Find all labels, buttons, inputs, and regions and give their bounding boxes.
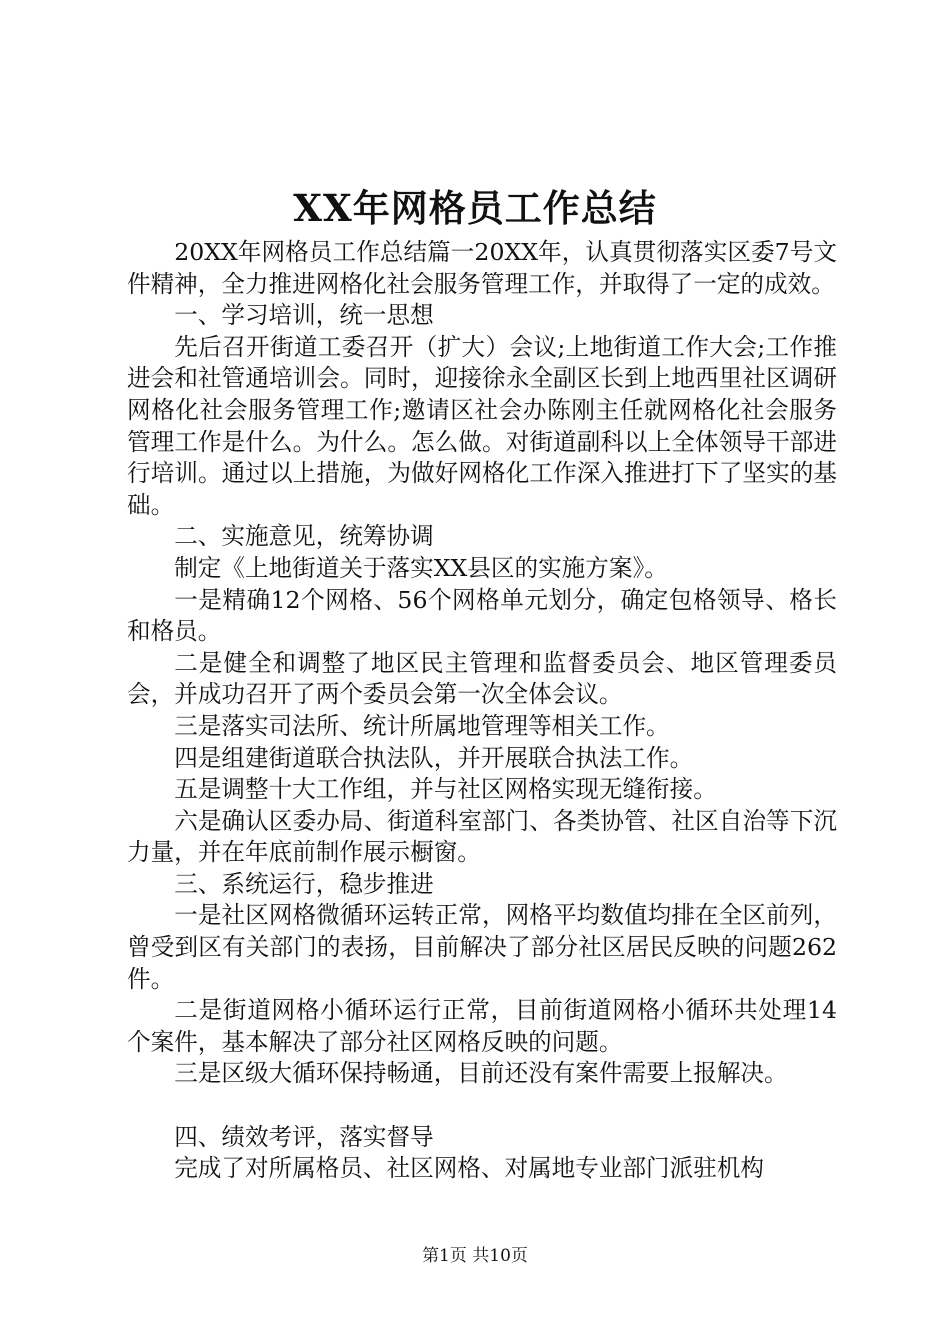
paragraph: 完成了对所属格员、社区网格、对属地专业部门派驻机构 xyxy=(174,1154,765,1183)
paragraph: 先后召开街道工委召开（扩大）会议;上地街道工作大会;工作推进会和社管通培训会。同时，迎接徐永全副区长到上地西里社区调研网格化社会服务管理工作;邀请区社会办陈刚主任就网格化社会服务管理工作是什么。为什么。怎么做。对街道副科以上全体领导干部进行培训。通过以上措施，为做好网格化工作深入推进打下了坚实的基础。 xyxy=(127,332,837,519)
paragraph: 20XX年网格员工作总结篇一20XX年，认真贯彻落实区委7号文件精神，全力推进网格化社会服务管理工作，并取得了一定的成效。 xyxy=(127,238,837,298)
paragraph: 三是区级大循环保持畅通，目前还没有案件需要上报解决。 xyxy=(174,1059,788,1088)
paragraph: 制定《上地街道关于落实XX县区的实施方案》。 xyxy=(174,553,668,582)
paragraph: 一是精确12个网格、56个网格单元划分，确定包格领导、格长和格员。 xyxy=(127,585,837,646)
paragraph: 二是健全和调整了地区民主管理和监督委员会、地区管理委员会，并成功召开了两个委员会第一次全体会议。 xyxy=(127,648,837,709)
section-heading: 四、绩效考评，落实督导 xyxy=(174,1122,434,1151)
section-heading: 三、系统运行，稳步推进 xyxy=(174,869,434,898)
document-body xyxy=(127,237,837,1185)
page-footer: 第1页 共10页 xyxy=(422,1246,528,1266)
paragraph: 二是街道网格小循环运行正常，目前街道网格小循环共处理14个案件，基本解决了部分社区网格反映的问题。 xyxy=(127,996,837,1056)
paragraph: 四是组建街道联合执法队，并开展联合执法工作。 xyxy=(174,743,694,772)
paragraph: 六是确认区委办局、街道科室部门、各类协管、社区自治等下沉力量，并在年底前制作展示橱窗。 xyxy=(127,806,837,867)
paragraph: 三是落实司法所、统计所属地管理等相关工作。 xyxy=(174,711,670,740)
section-heading: 一、学习培训，统一思想 xyxy=(174,301,434,330)
section-heading: 二、实施意见，统筹协调 xyxy=(174,522,434,551)
document-title: XX年网格员工作总结 xyxy=(293,186,657,230)
paragraph: 五是调整十大工作组，并与社区网格实现无缝衔接。 xyxy=(174,775,717,804)
paragraph: 一是社区网格微循环运转正常，网格平均数值均排在全区前列，曾受到区有关部门的表扬，目前解决了部分社区居民反映的问题262件。 xyxy=(127,901,837,993)
